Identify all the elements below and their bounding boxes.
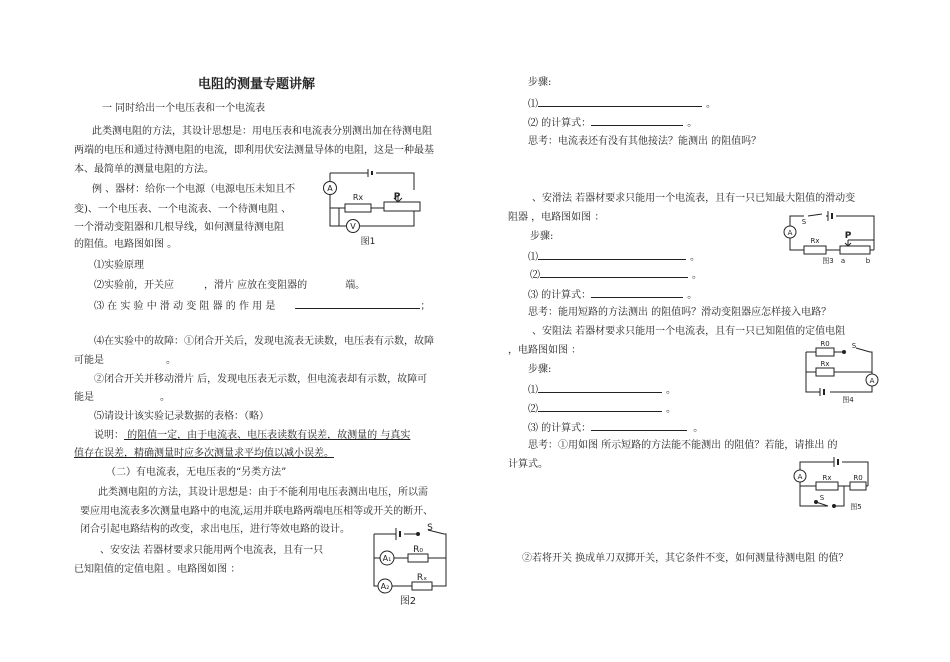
fig1-voltmeter-label: V (350, 222, 356, 231)
fig4-r0-label: R0 (820, 340, 830, 348)
step-2-2-num: ⑵ (530, 270, 540, 281)
example-line-4: 的阻值。电路图如图 。 (74, 239, 178, 250)
step-3-2 (528, 402, 676, 416)
step-3-2-blank[interactable] (538, 402, 662, 412)
fig4-ammeter-label: A (869, 377, 875, 385)
question-5: ⑸请设计该实验记录数据的表格：（略） (94, 411, 269, 422)
fig3-rx-label: Rx (810, 237, 820, 245)
fig2-r0-label: R₀ (413, 545, 423, 555)
fig2-a2-label: A₂ (380, 582, 390, 591)
step-1-2 (528, 116, 697, 130)
step-2-3-text: ⑶ 的计算式： (528, 290, 592, 301)
step-2-3-blank[interactable] (591, 288, 683, 298)
question-4-line-4 (74, 392, 170, 404)
q2-part-b: ，滑片 应放在变阻器的 (204, 280, 308, 291)
step-1-2-end: 。 (687, 118, 698, 129)
method-an-an-line-2: 已知阻值的定值电阻 。电路图如图 ： (74, 564, 241, 575)
section-2-para-line-2: 要应用电流表多次测量电路中的电流,运用并联电路两端电压相等或开关的断开、 (80, 506, 434, 517)
question-2 (94, 280, 365, 292)
question-4-line-2 (74, 355, 176, 367)
fig5-r0-label: R0 (853, 474, 863, 482)
step-3-3-blank[interactable] (591, 421, 687, 431)
step-3-3-text: ⑶ 的计算式： (528, 423, 592, 434)
fig3-b-label: b (865, 257, 871, 265)
think-3-line-1: 思考：①用如图 所示短路的方法能不能测出 的阻值？若能，请推出 的 (528, 440, 838, 451)
fig2-rx-label: Rₓ (416, 573, 428, 583)
q2-part-a: ⑵实验前，开关应 (94, 280, 174, 291)
steps-label-2: 步骤: (530, 231, 554, 242)
method-an-hua-line-2: 阻器 ，电路图如图 ： (508, 212, 605, 223)
steps-label-3: 步骤: (528, 364, 552, 375)
note-line-1 (94, 430, 410, 442)
fig3-p-label: P (844, 231, 852, 241)
example-line-1: 例 、器材：给你一个电源（电源电压未知且不 (92, 184, 296, 195)
fig4-caption: 图4 (842, 396, 854, 404)
fig5-s-label: S (819, 494, 825, 502)
fig3-s-label: S (801, 218, 807, 226)
figure-2-circuit (368, 524, 452, 608)
fig1-ammeter-label: A (327, 184, 333, 193)
section-2-heading: （二）有电流表，无电压表的“另类方法” (106, 467, 287, 478)
q4-line4-text: 能是 (74, 392, 94, 403)
step-3-1-num: ⑴ (528, 385, 538, 396)
step-2-2 (530, 268, 702, 282)
figure-3-circuit (782, 208, 882, 266)
method-an-hua-line-1: 、安滑法 若器材要求只能用一个电流表，且有一只已知最大阻值的滑动变 (532, 193, 856, 204)
step-3-3 (528, 421, 703, 435)
think-3-line-2: 计算式。 (508, 459, 548, 470)
question-1: ⑴实验原理 (94, 260, 144, 271)
fig3-a-label: a (840, 257, 846, 265)
q4-line4-end: 。 (160, 392, 170, 403)
q2-part-c: 端。 (345, 280, 366, 291)
step-2-1-num: ⑴ (528, 252, 538, 263)
step-2-1-end: 。 (690, 252, 700, 263)
fig2-caption: 图2 (399, 596, 417, 607)
question-4-line-3: ②闭合开关并移动滑片 后，发现电压表无示数，但电流表却有示数，故障可 (94, 374, 428, 385)
step-1-1-num: ⑴ (528, 99, 538, 110)
example-line-3: 一个滑动变阻器和几根导线，如何测量待测电阻 (74, 222, 284, 233)
fig3-caption: 图3 (822, 257, 834, 265)
fig1-caption: 图1 (360, 237, 376, 247)
note-text-1: 的阻值一定，由于电流表、电压表读数有误差，故测量的 与真实 (124, 430, 411, 441)
method-an-zu-line-2: ，电路图如图 ： (508, 345, 582, 356)
fig2-s-label: S (427, 523, 433, 533)
q3-text: ⑶ 在 实 验 中 滑 动 变 阻 器 的 作 用 是 (94, 301, 276, 312)
fig5-caption: 图5 (850, 503, 862, 511)
question-4-line-1: ⑷在实验中的故障：①闭合开关后，发现电流表无读数，电压表有示数，故障 (94, 336, 434, 347)
q3-end: ； (420, 301, 431, 312)
step-2-1 (528, 250, 700, 264)
question-3 (94, 299, 430, 313)
section-1-para-line-1: 此类测电阻的方法，其设计思想是：用电压表和电流表分别测出加在待测电阻 (92, 126, 432, 137)
q4-line2-text: 可能是 (74, 355, 104, 366)
final-question: ②若将开关 换成单刀双掷开关，其它条件不变，如何测量待测电阻 的值？ (522, 553, 849, 564)
step-2-2-blank[interactable] (540, 268, 688, 278)
step-1-2-text: ⑵ 的计算式： (528, 118, 592, 129)
fig4-s-label: S (851, 342, 857, 350)
page-title: 电阻的测量专题讲解 (198, 77, 316, 92)
think-2: 思考：能用短路的方法测出 的阻值吗？滑动变阻器应怎样接入电路？ (528, 307, 832, 318)
fig5-ammeter-label: A (797, 473, 803, 481)
fig5-rx-label: Rx (822, 474, 832, 482)
step-3-1 (528, 383, 676, 397)
step-1-1-end: 。 (706, 99, 716, 110)
step-2-3 (528, 288, 697, 302)
step-1-2-blank[interactable] (591, 116, 683, 126)
step-1-1-blank[interactable] (538, 97, 702, 107)
note-label: 说明： (94, 430, 124, 441)
method-an-zu-line-1: 、安阻法 若器材要求只能用一个电流表，且有一只已知阻值的定值电阻 (532, 326, 846, 337)
section-2-para-line-1: 此类测电阻的方法，其设计思想是：由于不能利用电压表测出电压，所以需 (98, 487, 428, 498)
fig3-ammeter-label: A (787, 229, 793, 237)
section-1-para-line-3: 本、最简单的测量电阻的方法。 (74, 164, 214, 175)
step-1-1 (528, 97, 716, 111)
q3-blank[interactable] (295, 299, 420, 309)
q4-line2-end: 。 (166, 355, 176, 366)
section-1-heading: 一 同时给出一个电压表和一个电流表 (102, 103, 266, 114)
steps-label-1: 步骤: (528, 77, 552, 88)
figure-4-circuit (798, 338, 882, 406)
example-line-2: 变)、一个电压表、一个电流表、一个待测电阻 、 (74, 204, 292, 215)
step-2-1-blank[interactable] (538, 250, 686, 260)
fig2-a1-label: A₁ (382, 554, 392, 563)
fig4-rx-label: Rx (820, 360, 830, 368)
method-an-an-line-1: 、安安法 若器材要求只能用两个电流表，且有一只 (100, 545, 324, 556)
step-3-2-end: 。 (666, 404, 676, 415)
section-1-para-line-2: 两端的电压和通过待测电阻的电流，即利用伏安法测量导体的电阻，这是一种最基 (74, 145, 434, 156)
think-1: 思考：电流表还有没有其他接法？能测出 的阻值吗？ (528, 136, 762, 147)
note-line-2: 值存在误差，精确测量时应多次测量求平均值以减小误差。 (74, 448, 334, 459)
step-3-3-end: 。 (693, 423, 704, 434)
fig1-p-label: P (393, 192, 401, 202)
step-3-1-blank[interactable] (538, 383, 662, 393)
step-2-2-end: 。 (692, 270, 702, 281)
figure-5-circuit (790, 456, 874, 514)
section-2-para-line-3: 闭合引起电路结构的改变，求出电压，进行等效电路的设计。 (80, 524, 350, 535)
figure-1-circuit (310, 168, 422, 248)
step-3-2-num: ⑵ (528, 404, 538, 415)
step-2-3-end: 。 (687, 290, 698, 301)
fig1-rx-label: Rx (352, 193, 364, 202)
step-3-1-end: 。 (666, 385, 676, 396)
